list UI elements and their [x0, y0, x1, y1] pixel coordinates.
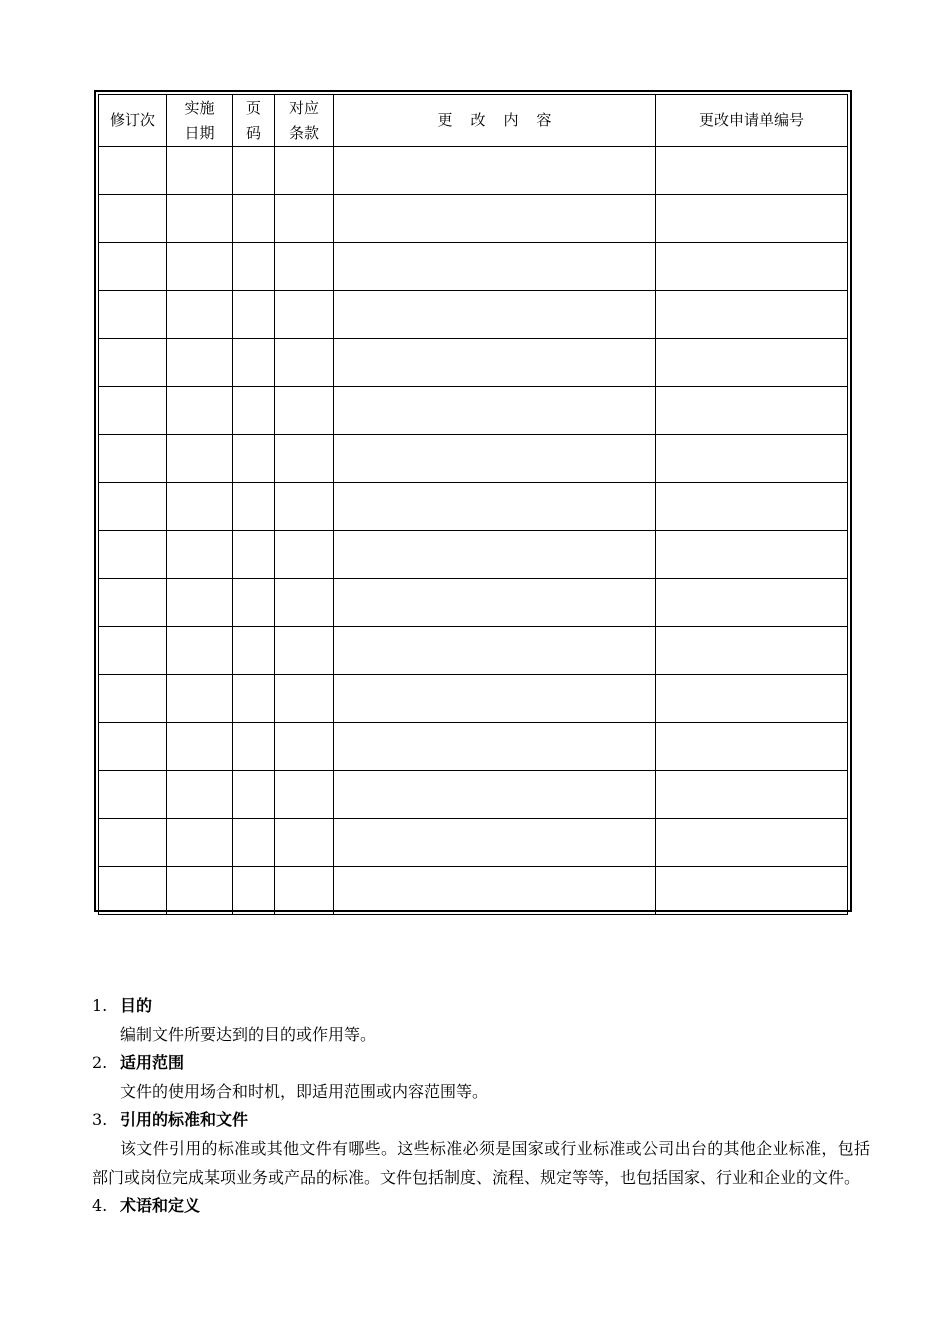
table-cell — [167, 483, 233, 531]
table-cell — [233, 723, 275, 771]
header-clause: 对应 条款 — [275, 95, 334, 147]
table-cell — [99, 771, 167, 819]
table-cell — [167, 291, 233, 339]
table-row — [99, 291, 848, 339]
table-cell — [334, 147, 656, 195]
section-heading-references: 3. 引用的标准和文件 — [92, 1110, 249, 1129]
table-cell — [233, 387, 275, 435]
table-cell — [167, 387, 233, 435]
table-cell — [334, 867, 656, 915]
table-cell — [99, 243, 167, 291]
table-cell — [334, 531, 656, 579]
table-row — [99, 531, 848, 579]
table-row — [99, 627, 848, 675]
table-cell — [275, 291, 334, 339]
table-cell — [167, 867, 233, 915]
table-cell — [334, 435, 656, 483]
table-cell — [167, 531, 233, 579]
table-cell — [233, 675, 275, 723]
table-cell — [656, 531, 848, 579]
table-cell — [656, 579, 848, 627]
table-cell — [233, 627, 275, 675]
table-cell — [656, 819, 848, 867]
table-cell — [167, 771, 233, 819]
table-cell — [275, 195, 334, 243]
table-row — [99, 147, 848, 195]
table-row — [99, 771, 848, 819]
revision-history-table — [98, 94, 848, 915]
header-page: 页 码 — [233, 95, 275, 147]
table-cell — [99, 819, 167, 867]
table-cell — [334, 675, 656, 723]
section-heading-scope: 2. 适用范围 — [92, 1053, 185, 1072]
table-row — [99, 387, 848, 435]
table-cell — [656, 147, 848, 195]
table-cell — [656, 675, 848, 723]
table-cell — [167, 339, 233, 387]
table-cell — [275, 771, 334, 819]
header-request-no: 更改申请单编号 — [656, 95, 848, 147]
table-cell — [99, 579, 167, 627]
table-cell — [99, 291, 167, 339]
table-cell — [656, 195, 848, 243]
table-cell — [275, 387, 334, 435]
table-cell — [233, 291, 275, 339]
table-cell — [656, 867, 848, 915]
table-cell — [656, 291, 848, 339]
table-cell — [334, 819, 656, 867]
table-cell — [233, 483, 275, 531]
table-cell — [275, 627, 334, 675]
table-row — [99, 867, 848, 915]
table-cell — [233, 339, 275, 387]
table-cell — [99, 387, 167, 435]
header-effective-date: 实施 日期 — [167, 95, 233, 147]
table-row — [99, 339, 848, 387]
table-cell — [233, 147, 275, 195]
revision-table-body — [99, 147, 848, 915]
table-cell — [99, 339, 167, 387]
table-cell — [167, 723, 233, 771]
table-cell — [167, 579, 233, 627]
table-cell — [233, 243, 275, 291]
table-cell — [334, 483, 656, 531]
table-cell — [233, 819, 275, 867]
table-row — [99, 819, 848, 867]
table-cell — [275, 243, 334, 291]
table-cell — [99, 723, 167, 771]
table-cell — [334, 339, 656, 387]
table-cell — [167, 627, 233, 675]
table-cell — [99, 483, 167, 531]
table-cell — [275, 147, 334, 195]
table-cell — [275, 867, 334, 915]
table-cell — [334, 195, 656, 243]
table-cell — [656, 627, 848, 675]
revision-history-table-frame — [94, 90, 852, 912]
table-cell — [334, 579, 656, 627]
table-cell — [167, 435, 233, 483]
table-cell — [99, 627, 167, 675]
table-cell — [334, 387, 656, 435]
table-cell — [167, 195, 233, 243]
table-cell — [233, 867, 275, 915]
table-row — [99, 483, 848, 531]
table-cell — [275, 819, 334, 867]
section-body-references: 该文件引用的标准或其他文件有哪些。这些标准必须是国家或行业标准或公司出台的其他企业标准，包括部门或岗位完成某项业务或产品的标准。文件包括制度、流程、规定等等，也包括国家、行业和企业的文件。 — [92, 1139, 870, 1187]
table-cell — [275, 579, 334, 627]
table-cell — [99, 867, 167, 915]
table-cell — [334, 723, 656, 771]
table-cell — [334, 771, 656, 819]
table-cell — [656, 771, 848, 819]
table-cell — [167, 147, 233, 195]
table-cell — [656, 483, 848, 531]
section-heading-terms: 4. 术语和定义 — [92, 1196, 201, 1215]
table-cell — [656, 243, 848, 291]
table-row — [99, 675, 848, 723]
section-body-purpose: 编制文件所要达到的目的或作用等。 — [120, 1025, 377, 1044]
table-header-row — [99, 95, 848, 147]
header-change-content: 更改内容 — [334, 95, 656, 147]
document-content — [92, 992, 870, 1220]
table-cell — [99, 435, 167, 483]
header-revision-no: 修订次 — [99, 95, 167, 147]
table-cell — [233, 195, 275, 243]
table-row — [99, 723, 848, 771]
table-cell — [656, 387, 848, 435]
table-cell — [275, 483, 334, 531]
table-cell — [99, 675, 167, 723]
table-cell — [275, 531, 334, 579]
table-cell — [99, 195, 167, 243]
section-heading-purpose: 1. 目的 — [92, 996, 153, 1015]
table-cell — [275, 339, 334, 387]
section-body-scope: 文件的使用场合和时机，即适用范围或内容范围等。 — [120, 1082, 489, 1101]
table-cell — [233, 579, 275, 627]
table-cell — [275, 723, 334, 771]
table-cell — [99, 531, 167, 579]
table-cell — [233, 435, 275, 483]
table-row — [99, 195, 848, 243]
table-cell — [99, 147, 167, 195]
table-cell — [656, 435, 848, 483]
table-cell — [334, 627, 656, 675]
table-row — [99, 435, 848, 483]
table-cell — [167, 675, 233, 723]
table-cell — [656, 339, 848, 387]
table-row — [99, 579, 848, 627]
table-cell — [656, 723, 848, 771]
table-cell — [167, 819, 233, 867]
table-cell — [275, 675, 334, 723]
table-row — [99, 243, 848, 291]
table-cell — [167, 243, 233, 291]
table-cell — [233, 531, 275, 579]
table-cell — [334, 291, 656, 339]
table-cell — [233, 771, 275, 819]
table-cell — [334, 243, 656, 291]
table-cell — [275, 435, 334, 483]
